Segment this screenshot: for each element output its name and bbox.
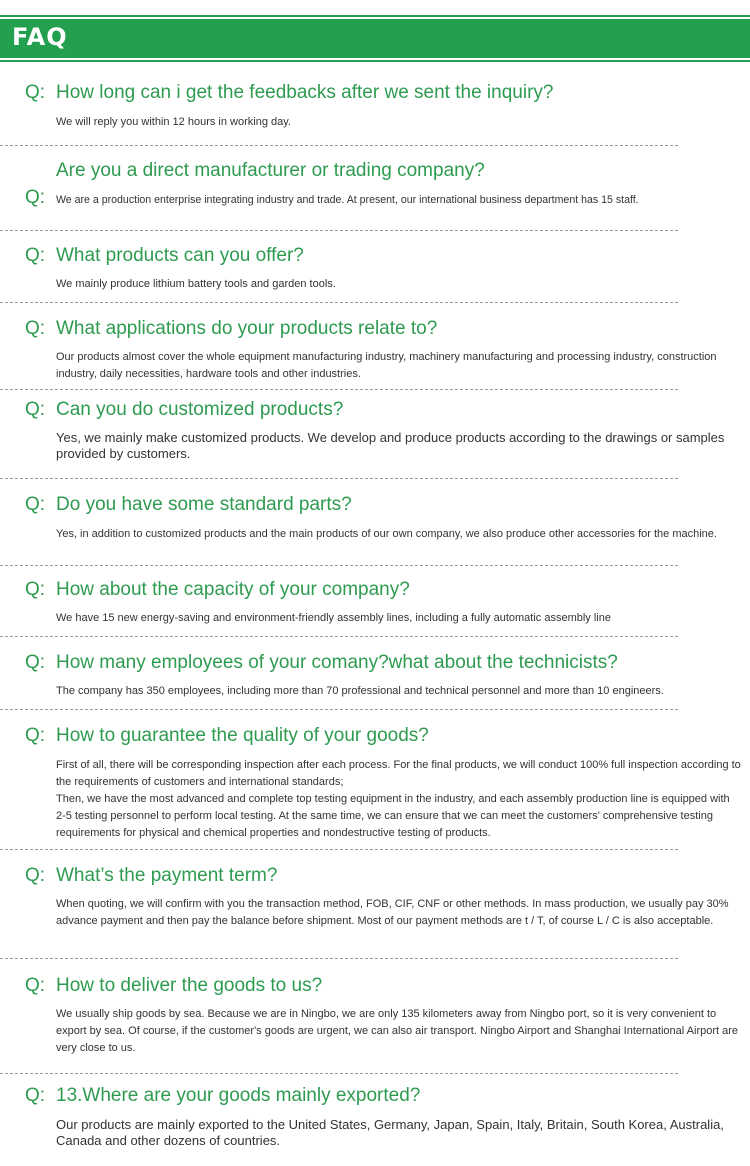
question-text: 13.Where are your goods mainly exported? bbox=[56, 1085, 421, 1106]
header-top-line bbox=[0, 15, 750, 17]
answer-text: When quoting, we will confirm with you the transaction method, FOB, CIF, CNF or other methods. In mass production, we usually pay 30% advance payment and then pay the balance before shipment. Most of our payment methods are t / T, of course L / C is also acceptable. bbox=[56, 898, 729, 927]
question-text: How about the capacity of your company? bbox=[56, 579, 410, 600]
question-prefix: Q: bbox=[25, 652, 46, 673]
question-prefix: Q: bbox=[25, 399, 46, 420]
answer-text: Our products are mainly exported to the United States, Germany, Japan, Spain, Italy, Britain, South Korea, Australia, Canada and other dozens of countries. bbox=[56, 1117, 724, 1148]
question-prefix: Q: bbox=[25, 82, 46, 103]
faq-divider bbox=[0, 389, 678, 390]
question-text: Are you a direct manufacturer or trading company? bbox=[56, 160, 485, 181]
faq-divider bbox=[0, 958, 678, 959]
question-text: How to deliver the goods to us? bbox=[56, 975, 323, 996]
answer-text: Yes, we mainly make customized products. We develop and produce products according to the drawings or samples provided by customers. bbox=[56, 430, 725, 461]
answer-text: First of all, there will be corresponding inspection after each process. For the final products, we will conduct 100% full inspection according to the requirements of customers and international standards; bbox=[56, 759, 741, 788]
question-prefix: Q: bbox=[25, 187, 46, 208]
answer-text: We mainly produce lithium battery tools and garden tools. bbox=[56, 278, 336, 290]
question-prefix: Q: bbox=[25, 1085, 46, 1106]
faq-header-bar bbox=[0, 19, 750, 58]
question-text: Can you do customized products? bbox=[56, 399, 344, 420]
answer-text: The company has 350 employees, including more than 70 professional and technical personnel and more than 10 engineers. bbox=[56, 685, 664, 697]
faq-divider bbox=[0, 145, 678, 146]
page-title: FAQ bbox=[12, 23, 68, 51]
faq-divider bbox=[0, 565, 678, 566]
header-bottom-line bbox=[0, 60, 750, 62]
answer-text: We have 15 new energy-saving and environment-friendly assembly lines, including a fully automatic assembly line bbox=[56, 612, 611, 624]
question-text: What applications do your products relate to? bbox=[56, 318, 438, 339]
question-prefix: Q: bbox=[25, 245, 46, 266]
answer-text: Yes, in addition to customized products and the main products of our own company, we also produce other accessories for the machine. bbox=[56, 528, 717, 540]
answer-text: We are a production enterprise integrating industry and trade. At present, our international business department has 15 staff. bbox=[56, 194, 639, 206]
question-prefix: Q: bbox=[25, 975, 46, 996]
question-text: How many employees of your comany?what about the technicists? bbox=[56, 652, 618, 673]
answer-text: Then, we have the most advanced and complete top testing equipment in the industry, and each assembly production line is equipped with 2-5 testing personnel to perform local testing. At the same time, we can ensure that we can meet the customers' comprehensive testing requirements for physical and chemical properties and nondestructive testing of products. bbox=[56, 793, 730, 839]
question-text: How to guarantee the quality of your goods? bbox=[56, 725, 429, 746]
faq-divider bbox=[0, 478, 678, 479]
question-text: What products can you offer? bbox=[56, 245, 304, 266]
faq-divider bbox=[0, 849, 678, 850]
question-prefix: Q: bbox=[25, 579, 46, 600]
question-text: How long can i get the feedbacks after we sent the inquiry? bbox=[56, 82, 554, 103]
answer-text: We will reply you within 12 hours in working day. bbox=[56, 116, 291, 128]
answer-text: We usually ship goods by sea. Because we are in Ningbo, we are only 135 kilometers away from Ningbo port, so it is very convenient to export by sea. Of course, if the customer's goods are urgent, we can also air transport. Ningbo Airport and Shanghai International Airport are very close to us. bbox=[56, 1008, 739, 1054]
faq-divider bbox=[0, 302, 678, 303]
question-prefix: Q: bbox=[25, 725, 46, 746]
faq-divider bbox=[0, 1073, 678, 1074]
question-prefix: Q: bbox=[25, 865, 46, 886]
question-text: What’s the payment term? bbox=[56, 865, 278, 886]
question-text: Do you have some standard parts? bbox=[56, 494, 352, 515]
question-prefix: Q: bbox=[25, 318, 46, 339]
faq-divider bbox=[0, 636, 678, 637]
answer-text: Our products almost cover the whole equipment manufacturing industry, machinery manufacturing and processing industry, construction industry, daily necessities, hardware tools and other industries. bbox=[56, 351, 717, 380]
faq-divider bbox=[0, 709, 678, 710]
question-prefix: Q: bbox=[25, 494, 46, 515]
faq-divider bbox=[0, 230, 678, 231]
